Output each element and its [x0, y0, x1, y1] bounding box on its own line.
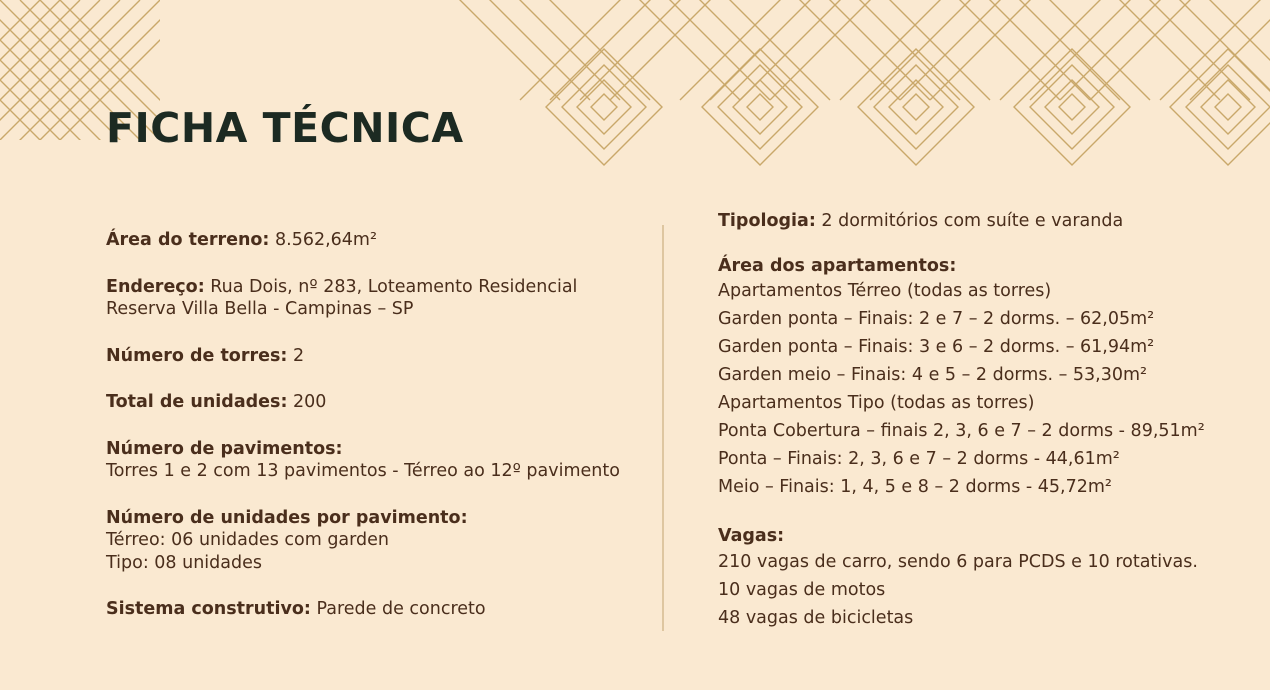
left-column [106, 229, 651, 621]
area-apartamentos [718, 255, 1263, 502]
endereco-line1: Rua Dois, nº 283, Loteamento Residencial [204, 276, 578, 297]
vagas-line: 10 vagas de motos [718, 579, 886, 600]
endereco-label: Endereço: [106, 276, 205, 297]
diamond-row [546, 49, 1270, 165]
unidades-pavimento-tipo: Tipo: 08 unidades [106, 552, 262, 573]
vagas-label: Vagas: [718, 526, 785, 546]
page-title: FICHA TÉCNICA [106, 104, 464, 152]
total-unidades-value: 200 [287, 392, 327, 412]
endereco [106, 276, 651, 321]
area-apartamentos-line: Garden ponta – Finais: 3 e 6 – 2 dorms. – 61,94m² [718, 337, 1155, 357]
numero-pavimentos-label: Número de pavimentos: [106, 438, 343, 459]
area-apartamentos-line: Ponta Cobertura – finais 2, 3, 6 e 7 – 2 dorms - 89,51m² [718, 421, 1205, 441]
tipologia-value: 2 dormitórios com suíte e varanda [815, 211, 1124, 231]
vagas-line: 210 vagas de carro, sendo 6 para PCDS e 10 rotativas. [718, 551, 1198, 572]
vagas [718, 525, 1263, 632]
unidades-pavimento-label: Número de unidades por pavimento: [106, 507, 468, 528]
endereco-line2: Reserva Villa Bella - Campinas – SP [106, 299, 414, 319]
area-terreno-label: Área do terreno: [106, 230, 270, 250]
numero-torres-value: 2 [287, 345, 305, 366]
total-unidades-label: Total de unidades: [106, 392, 288, 412]
area-apartamentos-line: Garden ponta – Finais: 2 e 7 – 2 dorms. – 62,05m² [718, 309, 1155, 329]
sistema-construtivo-label: Sistema construtivo: [106, 599, 311, 619]
right-column [718, 210, 1263, 632]
total-unidades [106, 391, 651, 414]
area-apartamentos-line: Apartamentos Tipo (todas as torres) [718, 393, 1035, 413]
sistema-construtivo-value: Parede de concreto [310, 599, 486, 619]
numero-pavimentos [106, 438, 651, 483]
area-apartamentos-line: Apartamentos Térreo (todas as torres) [718, 281, 1052, 301]
area-apartamentos-line: Ponta – Finais: 2, 3, 6 e 7 – 2 dorms - 44,61m² [718, 449, 1120, 469]
sistema-construtivo [106, 598, 651, 621]
area-apartamentos-line: Garden meio – Finais: 4 e 5 – 2 dorms. – 53,30m² [718, 365, 1148, 385]
ornament-pattern [0, 0, 1270, 200]
numero-pavimentos-value: Torres 1 e 2 com 13 pavimentos - Térreo ao 12º pavimento [106, 461, 620, 481]
area-apartamentos-label: Área dos apartamentos: [718, 255, 957, 276]
column-divider [662, 225, 664, 631]
area-terreno [106, 229, 651, 252]
lattice-top-right [440, 0, 1270, 100]
vagas-line: 48 vagas de bicicletas [718, 607, 914, 628]
numero-torres-label: Número de torres: [106, 345, 288, 366]
area-terreno-value: 8.562,64m² [269, 230, 377, 250]
unidades-pavimento-terreo: Térreo: 06 unidades com garden [106, 530, 389, 550]
unidades-pavimento [106, 507, 651, 575]
numero-torres [106, 345, 651, 368]
area-apartamentos-line: Meio – Finais: 1, 4, 5 e 8 – 2 dorms - 45,72m² [718, 477, 1112, 497]
tipologia [718, 210, 1263, 233]
tipologia-label: Tipologia: [718, 211, 816, 231]
